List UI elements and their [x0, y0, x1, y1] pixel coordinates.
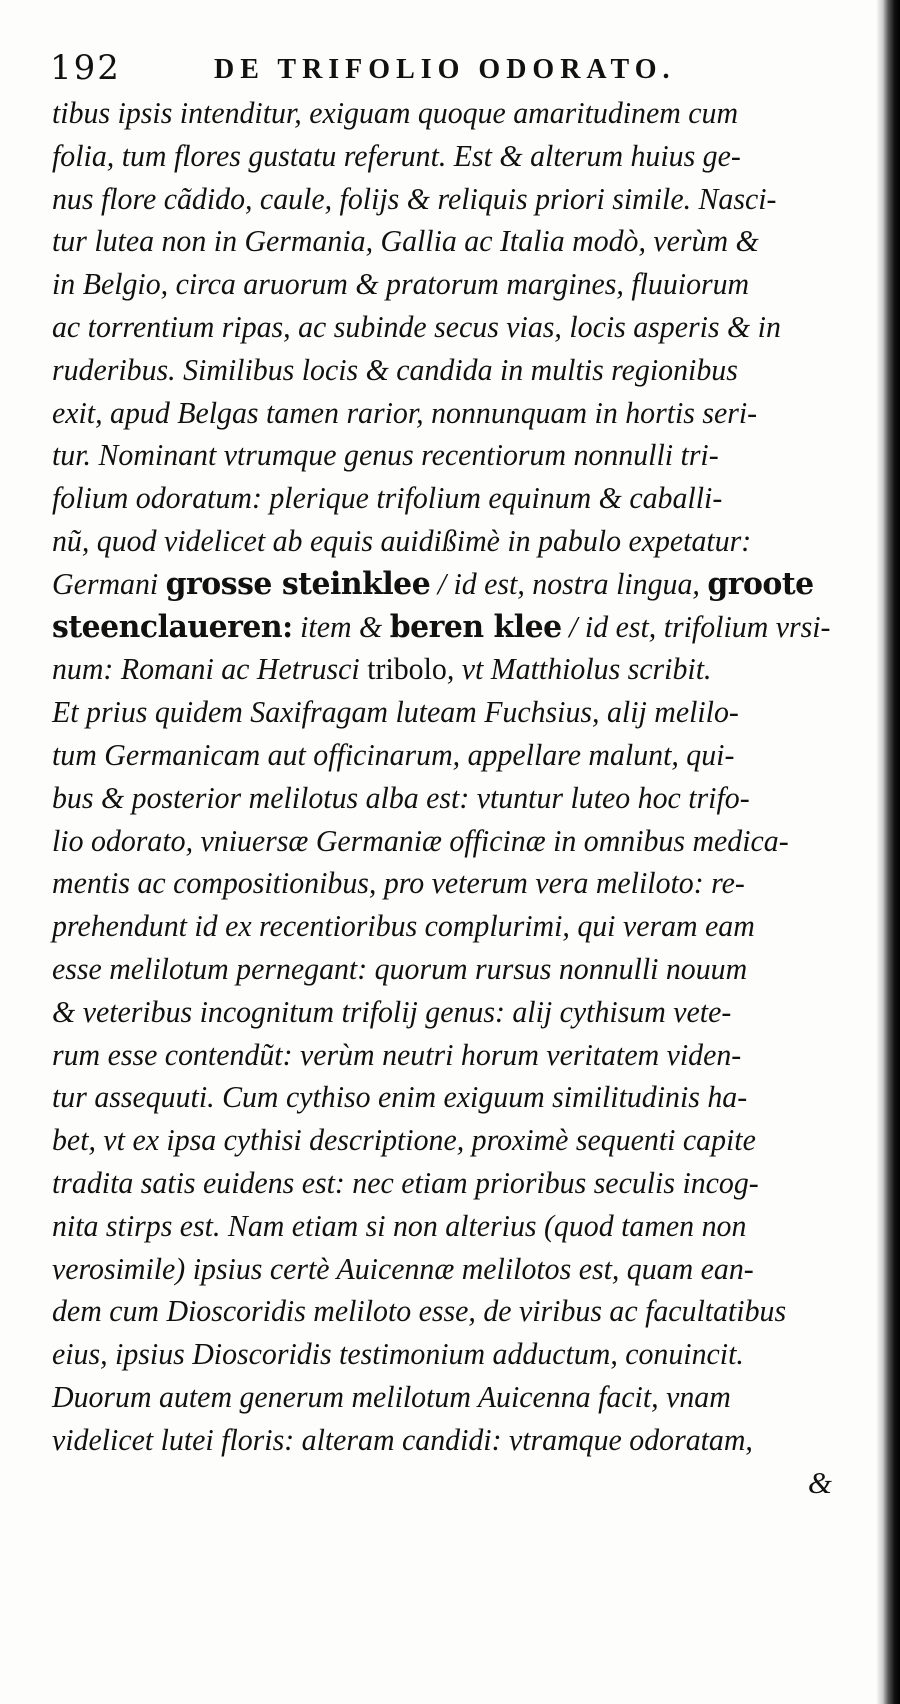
text-line — [52, 1419, 842, 1462]
text-line — [52, 92, 842, 135]
text-line — [52, 1076, 842, 1119]
text-line — [52, 820, 842, 863]
text-segment: dem cum Dioscoridis meliloto esse, de viribus ac facultatibus — [52, 1293, 787, 1329]
text-line — [52, 862, 842, 905]
text-segment: folia, tum flores gustatu referunt. Est & alterum huius ge- — [52, 137, 741, 173]
body-text — [52, 92, 872, 1504]
text-line — [52, 1034, 842, 1077]
text-line — [52, 563, 842, 606]
text-line — [52, 691, 842, 734]
text-segment: eius, ipsius Dioscoridis testimonium adductum, conuincit. — [52, 1336, 744, 1372]
text-segment: rum esse contendũt: verùm neutri horum veritatem viden- — [52, 1036, 742, 1072]
text-segment: , vt Matthiolus scribit. — [446, 651, 712, 687]
text-segment: nita stirps est. Nam etiam si non alterius (quod tamen non — [52, 1207, 747, 1243]
text-segment: & veteribus incognitum trifolij genus: alij cythisum vete- — [52, 993, 732, 1029]
text-line — [52, 1248, 842, 1291]
text-line — [52, 648, 842, 691]
text-segment: tibus ipsis intenditur, exiguam quoque amaritudinem cum — [52, 95, 739, 130]
text-segment: bet, vt ex ipsa cythisi descriptione, proximè sequenti capite — [52, 1122, 756, 1158]
text-segment: tradita satis euidens est: nec etiam prioribus seculis incog- — [52, 1164, 759, 1200]
text-segment: nus flore cãdido, caule, folijs & reliquis priori simile. Nasci- — [52, 180, 777, 216]
text-segment: tur lutea non in Germania, Gallia ac Italia modò, verùm & — [52, 223, 759, 259]
text-line — [52, 905, 842, 948]
text-segment: videlicet lutei floris: alteram candidi: vtramque odoratam, — [52, 1421, 753, 1457]
text-line — [52, 1162, 842, 1205]
text-segment: mentis ac compositionibus, pro veterum vera meliloto: re- — [52, 865, 745, 901]
text-line — [52, 477, 842, 520]
text-segment: num: Romani ac Hetrusci — [52, 651, 368, 687]
text-segment: Germani — [52, 565, 166, 601]
blackletter-segment: grosse steinklee — [165, 565, 431, 602]
text-line — [52, 606, 842, 649]
text-segment: folium odoratum: plerique trifolium equinum & caballi- — [52, 480, 723, 516]
text-segment: / id est, trifolium vrsi- — [561, 608, 831, 644]
text-line — [52, 777, 842, 820]
text-segment: tur. Nominant vtrumque genus recentiorum nonnulli tri- — [52, 437, 719, 473]
text-line — [52, 392, 842, 435]
text-line — [52, 948, 842, 991]
text-line — [52, 1333, 842, 1376]
text-line — [52, 520, 842, 563]
text-segment: esse melilotum pernegant: quorum rursus nonnulli nouum — [52, 950, 748, 986]
text-line — [52, 734, 842, 777]
text-segment: nũ, quod videlicet ab equis auidißimè in pabulo expetatur: — [52, 522, 752, 558]
text-segment: exit, apud Belgas tamen rarior, nonnunquam in hortis seri- — [52, 394, 758, 430]
text-segment: ruderibus. Similibus locis & candida in multis regionibus — [52, 351, 738, 387]
text-segment: ac torrentium ripas, ac subinde secus vias, locis asperis & in — [52, 308, 781, 344]
page-edge — [882, 0, 900, 1704]
text-line — [52, 178, 842, 221]
text-segment: prehendunt id ex recentioribus complurimi, qui veram eam — [52, 908, 755, 944]
page-number: 192 — [50, 48, 121, 88]
text-segment: in Belgio, circa aruorum & pratorum margines, fluuiorum — [52, 266, 750, 302]
text-line — [52, 434, 842, 477]
text-segment: item & — [292, 608, 390, 644]
text-segment: tum Germanicam aut officinarum, appellare malunt, qui- — [52, 736, 735, 772]
blackletter-segment: groote — [707, 565, 814, 602]
text-line — [52, 220, 842, 263]
text-segment: verosimile) ipsius certè Auicennæ melilotos est, quam ean- — [52, 1250, 754, 1286]
text-segment: tur assequuti. Cum cythiso enim exiguum similitudinis ha- — [52, 1079, 748, 1115]
roman-segment: tribolo — [367, 651, 447, 687]
text-line — [52, 1205, 842, 1248]
text-segment: lio odorato, vniuersæ Germaniæ officinæ in omnibus medica- — [52, 822, 789, 858]
text-line — [52, 135, 842, 178]
catchword: & — [807, 1464, 832, 1500]
text-line — [52, 1119, 842, 1162]
text-segment: Duorum autem generum melilotum Auicenna facit, vnam — [52, 1378, 731, 1414]
blackletter-segment: steenclaueren: — [52, 608, 293, 645]
text-line — [52, 306, 842, 349]
blackletter-segment: beren klee — [389, 608, 562, 645]
text-segment: Et prius quidem Saxifragam luteam Fuchsius, alij melilo- — [52, 694, 739, 730]
text-line — [52, 263, 842, 306]
running-title: DE TRIFOLIO ODORATO. — [214, 54, 676, 85]
text-line — [52, 1376, 842, 1419]
text-segment: bus & posterior melilotus alba est: vtuntur luteo hoc trifo- — [52, 779, 750, 815]
text-line — [52, 991, 842, 1034]
text-line — [52, 349, 842, 392]
text-line — [52, 1290, 842, 1333]
text-segment: / id est, nostra lingua, — [430, 565, 708, 601]
page-header — [50, 48, 870, 96]
